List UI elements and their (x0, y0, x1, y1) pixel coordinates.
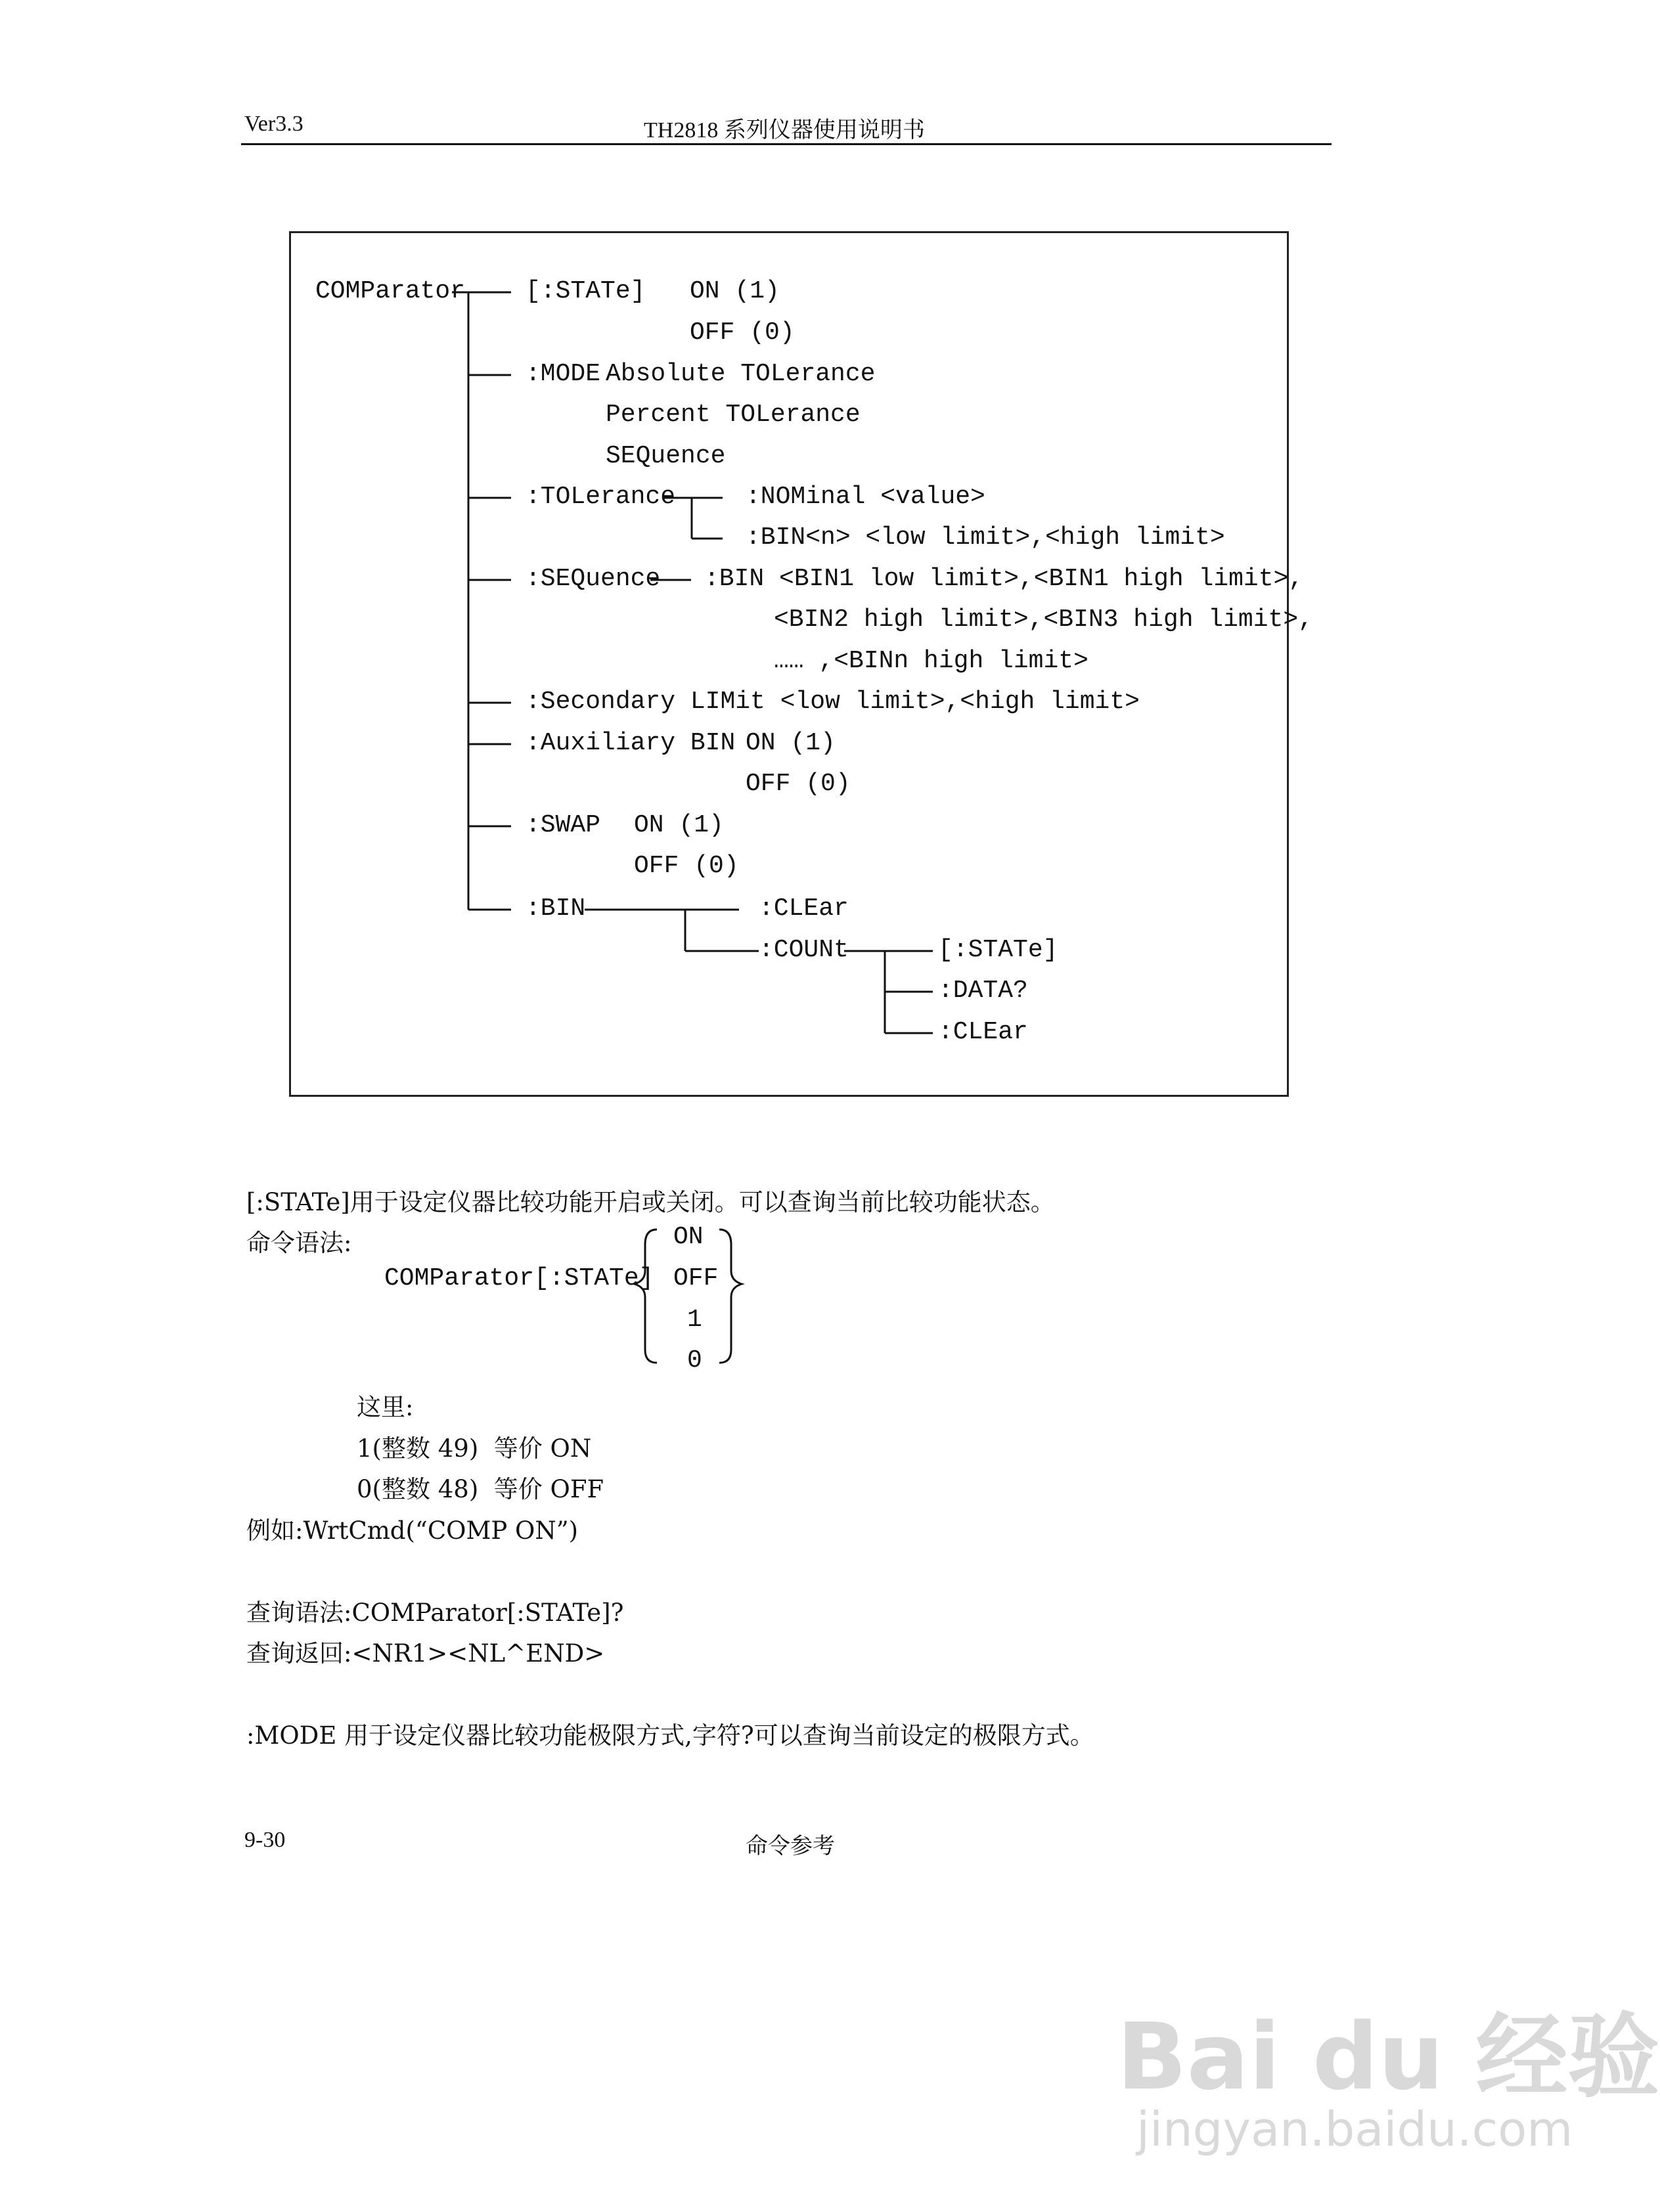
tree-state: [:STATe] (526, 277, 646, 305)
tree-sequence-line2: <BIN2 high limit>,<BIN3 high limit>, (774, 606, 1313, 634)
tree-tolerance: :TOLerance (526, 483, 676, 511)
watermark-brand: Bai du 经验 (1117, 2004, 1660, 2111)
tree-tolerance-bin: :BIN<n> <low limit>,<high limit> (746, 523, 1225, 552)
state-description: [:STATe]用于设定仪器比较功能开启或关闭。可以查询当前比较功能状态。 (246, 1188, 1055, 1216)
tree-mode: :MODE (526, 360, 601, 388)
footer-page-number: 9-30 (244, 1828, 286, 1852)
tree-sequence-line1: :BIN <BIN1 low limit>,<BIN1 high limit>, (704, 565, 1304, 593)
tree-swap-off: OFF (0) (634, 852, 739, 880)
tree-count-state: [:STATe] (938, 936, 1058, 964)
tree-sequence: :SEQuence (526, 565, 661, 593)
tree-bin-count: :COUNt (759, 936, 849, 964)
tree-tolerance-nominal: :NOMinal <value> (746, 483, 985, 511)
tree-count-clear: :CLEar (938, 1018, 1028, 1046)
header-version: Ver3.3 (244, 112, 303, 136)
tree-state-on: ON (1) (690, 277, 780, 305)
query-return: 查询返回:<NR1><NL^END> (246, 1639, 605, 1668)
right-brace (719, 1229, 742, 1363)
tree-auxiliary-off: OFF (0) (746, 770, 851, 798)
example-line: 例如:WrtCmd(“COMP ON”) (246, 1516, 579, 1545)
tree-swap-on: ON (1) (634, 811, 724, 839)
tree-count-data: :DATA? (938, 977, 1028, 1005)
tree-mode-sequence: SEQuence (606, 442, 726, 470)
mode-description: :MODE 用于设定仪器比较功能极限方式,字符?可以查询当前设定的极限方式。 (246, 1721, 1094, 1750)
tree-auxiliary-on: ON (1) (746, 729, 836, 757)
header-title: TH2818 系列仪器使用说明书 (644, 118, 925, 143)
option-0: 0 (687, 1346, 702, 1375)
tree-state-off: OFF (0) (690, 319, 795, 347)
option-on: ON (673, 1223, 704, 1251)
tree-swap: :SWAP (526, 811, 601, 839)
left-brace (635, 1229, 657, 1363)
syntax-label: 命令语法: (246, 1229, 352, 1257)
watermark-url: jingyan.baidu.com (1136, 2102, 1573, 2157)
equivalence-1: 1(整数 49) 等价 ON (357, 1434, 592, 1463)
tree-bin: :BIN (526, 895, 586, 923)
where-label: 这里: (357, 1393, 414, 1421)
equivalence-0: 0(整数 48) 等价 OFF (357, 1475, 604, 1503)
tree-auxiliary-bin: :Auxiliary BIN (526, 729, 736, 757)
tree-sequence-line3: …… ,<BINn high limit> (774, 647, 1088, 675)
query-syntax: 查询语法:COMParator[:STATe]? (246, 1599, 624, 1627)
syntax-command: COMParator[:STATe] (384, 1264, 654, 1293)
tree-mode-absolute: Absolute TOLerance (606, 360, 876, 388)
tree-mode-percent: Percent TOLerance (606, 401, 861, 429)
option-1: 1 (687, 1306, 702, 1334)
option-off: OFF (673, 1264, 719, 1293)
footer-section: 命令参考 (746, 1833, 835, 1859)
tree-bin-clear: :CLEar (759, 895, 849, 923)
tree-root: COMParator (315, 277, 466, 305)
tree-secondary-limit: :Secondary LIMit <low limit>,<high limit> (526, 688, 1140, 716)
